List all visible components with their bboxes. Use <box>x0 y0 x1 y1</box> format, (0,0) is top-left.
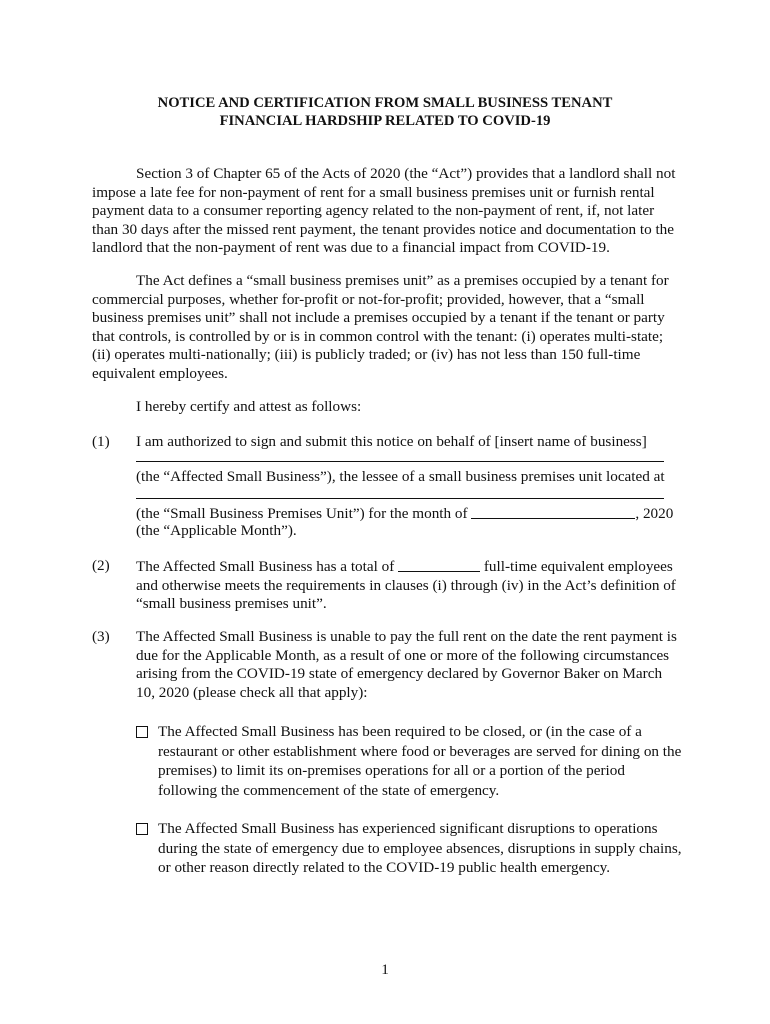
item-3-text: The Affected Small Business is unable to pay the full rent on the date the rent payment is due for the Applicable Month, as a result of one or more of the following circumstances arising from the COVID-19 state of emergency declared by Governor Baker on March 10, 2020 (please check all that apply): <box>136 628 677 701</box>
employee-count-field[interactable] <box>398 557 480 572</box>
paragraph-certify <box>92 398 682 417</box>
paragraph-act-section-3 <box>92 165 682 258</box>
item-number: (3) <box>92 628 110 645</box>
item-number: (2) <box>92 557 110 574</box>
paragraph-text: Section 3 of Chapter 65 of the Acts of 2020 (the “Act”) provides that a landlord shall not impose a late fee for non-payment of rent for a small business premises unit or furnish rental payment data to a consumer reporting agency related to the non-payment of rent, if, not later than 30 days after the missed rent payment, the tenant provides notice and documentation to the landlord that the non-payment of rent was due to a financial impact from COVID-19. <box>92 165 676 257</box>
title-line-1: NOTICE AND CERTIFICATION FROM SMALL BUSINESS TENANT <box>157 95 613 111</box>
month-field[interactable] <box>471 504 635 519</box>
item-number: (1) <box>92 433 110 450</box>
paragraph-text: I hereby certify and attest as follows: <box>136 398 362 415</box>
item-1-line-2: (the “Affected Small Business”), the lessee of a small business premises unit located at <box>136 468 665 485</box>
item-2-text: The Affected Small Business has a total of full-time equivalent employees and otherwise meets the requirements in clauses (i) through (iv) in the Act’s definition of “small business premises unit”. <box>136 558 676 613</box>
paragraph-text: The Act defines a “small business premises unit” as a premises occupied by a tenant for commercial purposes, whether for-profit or not-for-profit; provided, however, that a “small business premises unit” shall not include a premises occupied by a tenant if the tenant or party that controls, is controlled by or is in common control with the tenant: (i) operates multi-state; (ii) operates multi-nationally; (iii) is publicly traded; or (iv) has not less than 150 full-time equivalent employees. <box>92 272 669 382</box>
page-number: 1 <box>381 961 389 978</box>
item-1-line-1: I am authorized to sign and submit this notice on behalf of [insert name of business] <box>136 433 647 450</box>
closure-option-text: The Affected Small Business has been required to be closed, or (in the case of a restaurant or other establishment where food or beverages are served for dining on the premises) to limit its on-premises operations for all or a portion of the period following the commencement of the state of emergency. <box>158 723 682 799</box>
business-name-field[interactable] <box>136 461 664 462</box>
premises-address-field[interactable] <box>136 498 664 499</box>
closure-checkbox[interactable] <box>136 726 148 738</box>
document-title <box>0 94 770 130</box>
paragraph-act-definition <box>92 272 682 384</box>
disruption-option-text: The Affected Small Business has experienced significant disruptions to operations during the state of emergency due to employee absences, disruptions in supply chains, or other reason directly related to the COVID-19 public health emergency. <box>158 820 682 877</box>
item-1-line-4: (the “Applicable Month”). <box>136 522 297 539</box>
title-line-2: FINANCIAL HARDSHIP RELATED TO COVID-19 <box>219 113 551 129</box>
disruption-checkbox[interactable] <box>136 823 148 835</box>
item-1-line-3: (the “Small Business Premises Unit”) for the month of , 2020 <box>136 505 674 522</box>
